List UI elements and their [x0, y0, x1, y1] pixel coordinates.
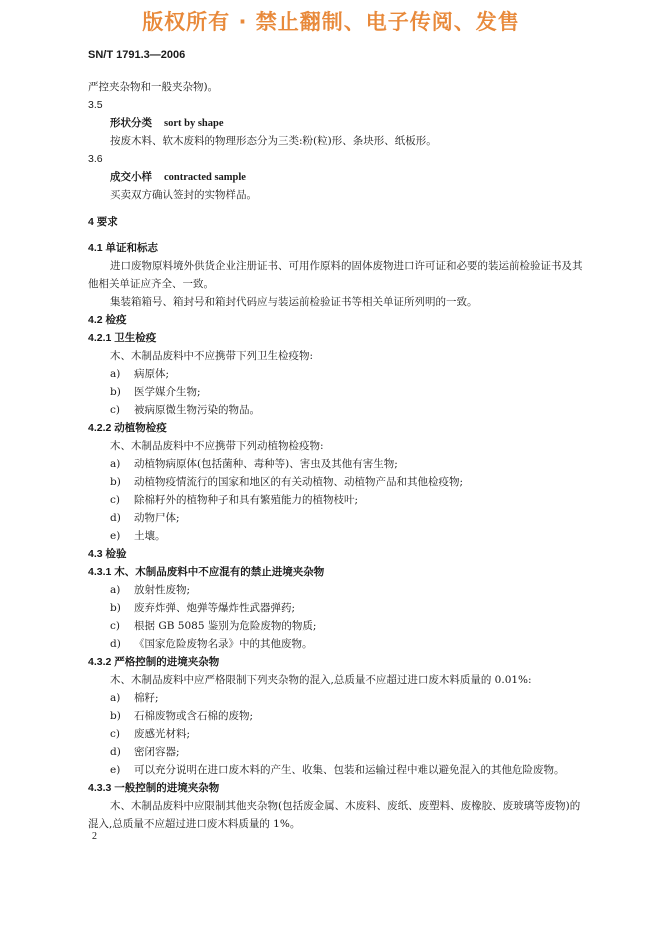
list-item: [110, 727, 190, 741]
page-number: 2: [92, 831, 97, 842]
list-item: [110, 493, 358, 507]
section-heading: 4.3.1 木、木制品废料中不应混有的禁止进境夹杂物: [88, 566, 325, 578]
list-item-marker: b): [110, 386, 121, 398]
list-item-marker: c): [110, 728, 120, 740]
list-item: [110, 529, 166, 543]
list-item-text: 可以充分说明在进口废木料的产生、收集、包装和运输过程中难以避免混入的其他危险废物。: [134, 764, 565, 776]
term-definition: 按废木料、软木废料的物理形态分为三类:粉(粒)形、条块形、纸板形。: [110, 135, 437, 147]
list-item-text: 密闭容器;: [134, 746, 180, 758]
section-heading: 4.2.1 卫生检疫: [88, 332, 157, 344]
list-item-text: 废弃炸弹、炮弹等爆炸性武器弹药;: [134, 602, 296, 614]
list-item-text: 病原体;: [134, 368, 170, 380]
list-item-marker: d): [110, 746, 121, 758]
term-heading: [110, 170, 246, 185]
list-item-text: 土壤。: [134, 530, 166, 542]
clause-number: 3.6: [88, 153, 103, 165]
list-item-text: 《国家危险废物名录》中的其他废物。: [134, 638, 313, 650]
section-heading: 4.3 检验: [88, 548, 127, 560]
list-item-marker: b): [110, 602, 121, 614]
list-item: [110, 691, 159, 705]
list-item-text: 放射性废物;: [134, 584, 191, 596]
term-definition: 买卖双方确认签封的实物样品。: [110, 189, 257, 201]
list-item: [110, 709, 253, 723]
list-item: [110, 601, 295, 615]
list-item: [110, 637, 313, 651]
term-cn: 成交小样: [110, 171, 152, 183]
paragraph: 木、木制品废料中不应携带下列动植物检疫物:: [110, 440, 324, 452]
list-item: [110, 385, 201, 399]
list-item-marker: d): [110, 512, 121, 524]
list-item-marker: a): [110, 458, 121, 470]
list-item: [110, 583, 190, 597]
list-item-text: 石棉废物或含石棉的废物;: [134, 710, 254, 722]
list-item-marker: e): [110, 764, 121, 776]
section-heading: 4.3.2 严格控制的进境夹杂物: [88, 656, 220, 668]
list-item-text: 除棉籽外的植物种子和具有繁殖能力的植物枝叶;: [134, 494, 359, 506]
term-en: contracted sample: [164, 172, 246, 183]
term-heading: [110, 116, 224, 131]
section-heading: 4.3.3 一般控制的进境夹杂物: [88, 782, 220, 794]
section-heading: 4.2 检疫: [88, 314, 127, 326]
list-item-text: 动植物疫情流行的国家和地区的有关动植物、动植物产品和其他检疫物;: [134, 476, 464, 488]
clause-number: 3.5: [88, 99, 103, 111]
list-item: [110, 763, 565, 777]
list-item: [110, 367, 169, 381]
list-item-text: 棉籽;: [134, 692, 159, 704]
list-item: [110, 475, 463, 489]
list-item-text: 根据 GB 5085 鉴别为危险废物的物质;: [134, 620, 317, 632]
list-item-marker: b): [110, 710, 121, 722]
list-item: [110, 619, 316, 633]
standard-number: SN/T 1791.3—2006: [88, 49, 186, 61]
paragraph: 严控夹杂物和一般夹杂物)。: [88, 81, 219, 93]
list-item-marker: a): [110, 692, 121, 704]
section-heading: 4 要求: [88, 216, 118, 228]
list-item-marker: c): [110, 620, 120, 632]
list-item: [110, 457, 398, 471]
list-item-marker: a): [110, 584, 121, 596]
list-item-text: 医学媒介生物;: [134, 386, 201, 398]
list-item-marker: c): [110, 404, 120, 416]
list-item-marker: e): [110, 530, 121, 542]
paragraph: 木、木制品废料中应限制其他夹杂物(包括废金属、木废料、废纸、废塑料、废橡胶、废玻璃等废物)的混入,总质量不应超过进口废木料质量的 1%。: [88, 800, 581, 830]
paragraph: 进口废物原料境外供货企业注册证书、可用作原料的固体废物进口许可证和必要的装运前检验证书及其他相关单证应齐全、一致。: [88, 260, 583, 290]
section-heading: 4.1 单证和标志: [88, 242, 159, 254]
list-item: [110, 745, 180, 759]
paragraph: 木、木制品废料中应严格限制下列夹杂物的混入,总质量不应超过进口废木料质量的 0.01%:: [110, 674, 532, 686]
term-cn: 形状分类: [110, 117, 152, 129]
paragraph: 集装箱箱号、箱封号和箱封代码应与装运前检验证书等相关单证所列明的一致。: [110, 296, 478, 308]
list-item-marker: b): [110, 476, 121, 488]
paragraph: 木、木制品废料中不应携带下列卫生检疫物:: [110, 350, 314, 362]
term-en: sort by shape: [164, 118, 224, 129]
list-item: [110, 403, 260, 417]
list-item-text: 被病原微生物污染的物品。: [134, 404, 260, 416]
list-item: [110, 511, 180, 525]
list-item-text: 动物尸体;: [134, 512, 180, 524]
list-item-text: 动植物病原体(包括菌种、毒种等)、害虫及其他有害生物;: [134, 458, 398, 470]
copyright-watermark: 版权所有 · 禁止翻制、电子传阅、发售: [142, 10, 520, 34]
list-item-marker: a): [110, 368, 121, 380]
list-item-marker: d): [110, 638, 121, 650]
section-heading: 4.2.2 动植物检疫: [88, 422, 167, 434]
list-item-text: 废感光材料;: [134, 728, 191, 740]
list-item-marker: c): [110, 494, 120, 506]
